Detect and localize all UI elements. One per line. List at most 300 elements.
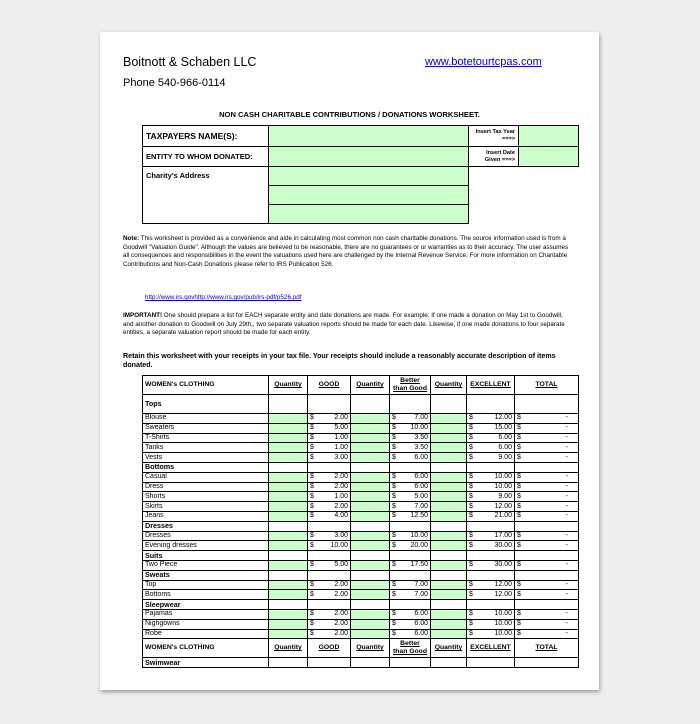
total-cell <box>515 423 579 433</box>
quantity-header: Quantity <box>351 639 390 658</box>
currency-symbol: $ <box>392 482 396 490</box>
better-header-line2: than Good <box>393 385 427 392</box>
charity-address-line-1[interactable] <box>269 167 469 186</box>
total-value: - <box>565 531 568 539</box>
price-value: 30.00 <box>494 541 512 549</box>
total-cell <box>515 414 579 424</box>
price-value: 1.00 <box>334 443 348 451</box>
better-quantity-input[interactable] <box>351 619 390 629</box>
section-title: Dresses <box>143 521 269 531</box>
better-quantity-input[interactable] <box>351 590 390 600</box>
price-value: 10.00 <box>494 620 512 628</box>
price-value: 21.00 <box>494 512 512 520</box>
better-quantity-input[interactable] <box>351 472 390 482</box>
price-value: 6.00 <box>414 620 428 628</box>
item-row <box>143 414 579 424</box>
currency-symbol: $ <box>392 629 396 637</box>
price-value: 3.00 <box>334 453 348 461</box>
item-name: T-Shirts <box>143 433 269 443</box>
currency-symbol: $ <box>469 482 473 490</box>
excellent-quantity-input[interactable] <box>431 531 467 541</box>
currency-symbol: $ <box>469 610 473 618</box>
currency-symbol: $ <box>469 473 473 481</box>
item-name: Casual <box>143 472 269 482</box>
important-text: One should prepare a list for EACH separate entity and date donations are made. For example: If one made a donation on May 1st to Goodwill, and another donation to Goodwill on July 29th,, two separate valuation reports should be made for each date. Likewise, if one made donations to four separate entities, a separate valuation report should be made for each entity. <box>123 312 565 337</box>
quantity-header: Quantity <box>431 639 467 658</box>
total-cell <box>515 502 579 512</box>
total-value: - <box>565 512 568 520</box>
section-row <box>143 551 579 561</box>
excellent-quantity-input[interactable] <box>431 482 467 492</box>
currency-symbol: $ <box>310 424 314 432</box>
charity-address-label: Charity's Address <box>143 167 269 224</box>
currency-symbol: $ <box>469 580 473 588</box>
currency-symbol: $ <box>469 492 473 500</box>
excellent-quantity-input[interactable] <box>431 511 467 521</box>
price-value: 10.00 <box>494 482 512 490</box>
excellent-quantity-input[interactable] <box>431 541 467 551</box>
currency-symbol: $ <box>469 541 473 549</box>
item-name: Pajamas <box>143 609 269 619</box>
currency-symbol: $ <box>469 590 473 598</box>
entity-label: ENTITY TO WHOM DONATED: <box>143 147 269 167</box>
good-header: GOOD <box>308 376 351 395</box>
item-row <box>143 482 579 492</box>
better-quantity-input[interactable] <box>351 423 390 433</box>
price-value: 7.00 <box>414 580 428 588</box>
currency-symbol: $ <box>517 512 521 520</box>
price-value: 10.00 <box>410 531 428 539</box>
price-value: 17.00 <box>494 531 512 539</box>
section-title: Suits <box>143 551 269 561</box>
price-value: 4.00 <box>334 512 348 520</box>
better-quantity-input[interactable] <box>351 609 390 619</box>
total-cell <box>515 629 579 639</box>
excellent-quantity-input[interactable] <box>431 619 467 629</box>
better-quantity-input[interactable] <box>351 433 390 443</box>
item-row <box>143 423 579 433</box>
price-value: 2.00 <box>334 620 348 628</box>
good-header: GOOD <box>308 639 351 658</box>
item-name: Blouse <box>143 414 269 424</box>
currency-symbol: $ <box>392 424 396 432</box>
currency-symbol: $ <box>310 453 314 461</box>
currency-symbol: $ <box>392 414 396 422</box>
better-quantity-input[interactable] <box>351 453 390 463</box>
price-value: 7.00 <box>414 414 428 422</box>
total-value: - <box>565 629 568 637</box>
price-value: 30.00 <box>494 561 512 569</box>
total-value: - <box>565 610 568 618</box>
note-paragraph <box>123 235 573 269</box>
good-quantity-input[interactable] <box>269 453 308 463</box>
better-quantity-input[interactable] <box>351 629 390 639</box>
item-name: Evening dresses <box>143 541 269 551</box>
currency-symbol: $ <box>310 561 314 569</box>
good-quantity-input[interactable] <box>269 472 308 482</box>
better-quantity-input[interactable] <box>351 560 390 570</box>
currency-symbol: $ <box>310 610 314 618</box>
note-text: This worksheet is provided as a convenience and aide in calculating most common non cash charitable donations. The source information used is from a Goodwill "Valuation Guide". Although the values are believed to be reasonable, there are no guarantees or or warranties as to their accuracy. The user assumes all consequences and responsibilities in the event the valuations used here are challenged by the Internal Revenue Service. For more information on Charitable Contributions and Non-Cash Donations please refer to IRS Publication 526. <box>123 235 569 268</box>
currency-symbol: $ <box>517 424 521 432</box>
charity-address-line-3[interactable] <box>269 205 469 224</box>
item-name: Sweaters <box>143 423 269 433</box>
currency-symbol: $ <box>310 414 314 422</box>
currency-symbol: $ <box>517 541 521 549</box>
price-value: 10.00 <box>494 473 512 481</box>
total-value: - <box>565 473 568 481</box>
currency-symbol: $ <box>310 512 314 520</box>
currency-symbol: $ <box>517 561 521 569</box>
item-name: Two Piece <box>143 560 269 570</box>
currency-symbol: $ <box>392 473 396 481</box>
taxpayers-name-label: TAXPAYERS NAME(S): <box>143 126 269 147</box>
price-value: 9.00 <box>498 453 512 461</box>
item-row <box>143 590 579 600</box>
item-name: Tanks <box>143 443 269 453</box>
quantity-header: Quantity <box>269 639 308 658</box>
price-value: 7.00 <box>414 502 428 510</box>
section-title: Sleepwear <box>143 600 269 610</box>
currency-symbol: $ <box>310 541 314 549</box>
price-value: 12.50 <box>410 512 428 520</box>
company-website-link[interactable]: www.botetourtcpas.com <box>425 56 542 68</box>
price-value: 6.00 <box>414 482 428 490</box>
better-quantity-input[interactable] <box>351 502 390 512</box>
price-value: 1.00 <box>334 492 348 500</box>
price-value: 1.00 <box>334 433 348 441</box>
good-quantity-input[interactable] <box>269 492 308 502</box>
item-row <box>143 472 579 482</box>
item-row <box>143 511 579 521</box>
date-given-label: Insert Date Given ===> <box>469 147 519 167</box>
date-given-field[interactable] <box>519 147 579 167</box>
total-cell <box>515 590 579 600</box>
better-header <box>390 376 431 395</box>
price-value: 2.00 <box>334 580 348 588</box>
total-cell <box>515 453 579 463</box>
womens-clothing-table <box>142 375 579 668</box>
currency-symbol: $ <box>392 590 396 598</box>
price-value: 12.00 <box>494 590 512 598</box>
total-value: - <box>565 424 568 432</box>
total-value: - <box>565 414 568 422</box>
excellent-quantity-input[interactable] <box>431 443 467 453</box>
currency-symbol: $ <box>469 620 473 628</box>
quantity-header: Quantity <box>431 376 467 395</box>
currency-symbol: $ <box>469 512 473 520</box>
better-quantity-input[interactable] <box>351 531 390 541</box>
price-value: 2.00 <box>334 482 348 490</box>
section-title: Bottoms <box>143 462 269 472</box>
good-quantity-input[interactable] <box>269 619 308 629</box>
currency-symbol: $ <box>392 561 396 569</box>
important-label: IMPORTANT! <box>123 312 163 319</box>
price-value: 9.00 <box>498 492 512 500</box>
item-row <box>143 619 579 629</box>
total-header: TOTAL <box>515 639 579 658</box>
item-row <box>143 541 579 551</box>
price-value: 6.00 <box>414 453 428 461</box>
item-row <box>143 492 579 502</box>
price-value: 2.00 <box>334 502 348 510</box>
currency-symbol: $ <box>392 492 396 500</box>
excellent-quantity-input[interactable] <box>431 629 467 639</box>
currency-symbol: $ <box>310 580 314 588</box>
total-cell <box>515 609 579 619</box>
retain-instructions: Retain this worksheet with your receipts in your tax file. Your receipts should include a reasonably accurate description of items donated. <box>123 352 556 369</box>
item-row <box>143 629 579 639</box>
total-cell <box>515 580 579 590</box>
currency-symbol: $ <box>517 433 521 441</box>
currency-symbol: $ <box>392 433 396 441</box>
currency-symbol: $ <box>392 453 396 461</box>
company-name: Boitnott & Schaben LLC <box>123 55 257 69</box>
worksheet-title: NON CASH CHARITABLE CONTRIBUTIONS / DONATIONS WORKSHEET. <box>219 110 480 119</box>
total-cell <box>515 619 579 629</box>
currency-symbol: $ <box>392 610 396 618</box>
section-row <box>143 395 579 414</box>
currency-symbol: $ <box>392 620 396 628</box>
currency-symbol: $ <box>310 502 314 510</box>
item-name: Vests <box>143 453 269 463</box>
currency-symbol: $ <box>469 629 473 637</box>
currency-symbol: $ <box>310 531 314 539</box>
good-quantity-input[interactable] <box>269 541 308 551</box>
currency-symbol: $ <box>517 502 521 510</box>
total-value: - <box>565 590 568 598</box>
currency-symbol: $ <box>517 453 521 461</box>
item-row <box>143 453 579 463</box>
section-title: Swimwear <box>143 658 269 668</box>
total-value: - <box>565 502 568 510</box>
irs-publication-link[interactable]: http://www.irs.govhttp://www.irs.gov/pub/irs-pdf/p526.pdf <box>145 294 302 301</box>
currency-symbol: $ <box>517 443 521 451</box>
item-row <box>143 502 579 512</box>
currency-symbol: $ <box>517 531 521 539</box>
price-value: 6.00 <box>414 629 428 637</box>
excellent-quantity-input[interactable] <box>431 453 467 463</box>
tax-year-label: Insert Tax Year ===> <box>469 126 519 147</box>
currency-symbol: $ <box>310 482 314 490</box>
column-header-row <box>143 639 579 658</box>
currency-symbol: $ <box>517 629 521 637</box>
currency-symbol: $ <box>392 541 396 549</box>
total-value: - <box>565 580 568 588</box>
price-value: 3.00 <box>334 531 348 539</box>
item-row <box>143 433 579 443</box>
good-quantity-input[interactable] <box>269 629 308 639</box>
section-title: Sweats <box>143 570 269 580</box>
total-cell <box>515 443 579 453</box>
quantity-header: Quantity <box>351 376 390 395</box>
excellent-quantity-input[interactable] <box>431 502 467 512</box>
item-name: Shorts <box>143 492 269 502</box>
item-name: Dresses <box>143 531 269 541</box>
important-paragraph <box>123 312 573 338</box>
excellent-header: EXCELLENT <box>467 376 515 395</box>
price-value: 2.00 <box>334 414 348 422</box>
currency-symbol: $ <box>469 531 473 539</box>
total-cell <box>515 541 579 551</box>
better-quantity-input[interactable] <box>351 511 390 521</box>
total-value: - <box>565 561 568 569</box>
currency-symbol: $ <box>469 502 473 510</box>
good-quantity-input[interactable] <box>269 414 308 424</box>
currency-symbol: $ <box>469 453 473 461</box>
section-title: Tops <box>143 395 269 414</box>
better-quantity-input[interactable] <box>351 443 390 453</box>
total-value: - <box>565 482 568 490</box>
item-name: Nighgowns <box>143 619 269 629</box>
price-value: 17.50 <box>410 561 428 569</box>
excellent-quantity-input[interactable] <box>431 433 467 443</box>
category-header: WOMEN's CLOTHING <box>143 639 269 658</box>
good-quantity-input[interactable] <box>269 423 308 433</box>
taxpayers-name-field[interactable] <box>269 126 469 147</box>
better-header <box>390 639 431 658</box>
section-row <box>143 462 579 472</box>
currency-symbol: $ <box>392 443 396 451</box>
price-value: 5.00 <box>334 424 348 432</box>
item-row <box>143 560 579 570</box>
excellent-quantity-input[interactable] <box>431 423 467 433</box>
price-value: 3.50 <box>414 443 428 451</box>
currency-symbol: $ <box>392 531 396 539</box>
good-quantity-input[interactable] <box>269 511 308 521</box>
item-row <box>143 531 579 541</box>
excellent-quantity-input[interactable] <box>431 560 467 570</box>
good-quantity-input[interactable] <box>269 502 308 512</box>
column-header-row <box>143 376 579 395</box>
quantity-header: Quantity <box>269 376 308 395</box>
currency-symbol: $ <box>310 473 314 481</box>
item-name: Robe <box>143 629 269 639</box>
item-row <box>143 609 579 619</box>
section-row <box>143 521 579 531</box>
good-quantity-input[interactable] <box>269 443 308 453</box>
currency-symbol: $ <box>469 561 473 569</box>
currency-symbol: $ <box>517 482 521 490</box>
currency-symbol: $ <box>392 512 396 520</box>
better-header-line2: than Good <box>393 648 427 656</box>
price-value: 5.00 <box>414 492 428 500</box>
currency-symbol: $ <box>517 590 521 598</box>
good-quantity-input[interactable] <box>269 590 308 600</box>
price-value: 2.00 <box>334 610 348 618</box>
price-value: 10.00 <box>494 629 512 637</box>
price-value: 15.00 <box>494 424 512 432</box>
currency-symbol: $ <box>469 443 473 451</box>
company-phone: Phone 540-966-0114 <box>123 77 226 89</box>
good-quantity-input[interactable] <box>269 482 308 492</box>
good-quantity-input[interactable] <box>269 560 308 570</box>
total-value: - <box>565 453 568 461</box>
currency-symbol: $ <box>310 590 314 598</box>
total-value: - <box>565 620 568 628</box>
document-page <box>100 32 599 690</box>
currency-symbol: $ <box>517 580 521 588</box>
currency-symbol: $ <box>310 443 314 451</box>
excellent-quantity-input[interactable] <box>431 580 467 590</box>
better-header-line1: Better <box>400 640 420 648</box>
note-label: Note: <box>123 235 140 242</box>
price-value: 6.00 <box>414 610 428 618</box>
tax-year-field[interactable] <box>519 126 579 147</box>
price-value: 10.00 <box>494 610 512 618</box>
better-quantity-input[interactable] <box>351 541 390 551</box>
item-name: Dress <box>143 482 269 492</box>
good-quantity-input[interactable] <box>269 609 308 619</box>
price-value: 2.00 <box>334 590 348 598</box>
price-value: 20.00 <box>410 541 428 549</box>
currency-symbol: $ <box>392 580 396 588</box>
price-value: 3.50 <box>414 433 428 441</box>
currency-symbol: $ <box>517 414 521 422</box>
good-quantity-input[interactable] <box>269 433 308 443</box>
section-row <box>143 570 579 580</box>
total-cell <box>515 511 579 521</box>
total-value: - <box>565 443 568 451</box>
currency-symbol: $ <box>310 433 314 441</box>
currency-symbol: $ <box>469 414 473 422</box>
price-value: 12.00 <box>494 414 512 422</box>
item-name: Skirts <box>143 502 269 512</box>
total-cell <box>515 531 579 541</box>
currency-symbol: $ <box>517 620 521 628</box>
section-row <box>143 658 579 668</box>
item-row <box>143 580 579 590</box>
currency-symbol: $ <box>469 433 473 441</box>
excellent-quantity-input[interactable] <box>431 590 467 600</box>
price-value: 6.00 <box>498 433 512 441</box>
good-quantity-input[interactable] <box>269 580 308 590</box>
charity-address-line-2[interactable] <box>269 186 469 205</box>
price-value: 2.00 <box>334 629 348 637</box>
currency-symbol: $ <box>517 473 521 481</box>
total-cell <box>515 472 579 482</box>
price-value: 6.00 <box>414 473 428 481</box>
better-quantity-input[interactable] <box>351 482 390 492</box>
currency-symbol: $ <box>310 620 314 628</box>
total-value: - <box>565 541 568 549</box>
item-name: Bottoms <box>143 590 269 600</box>
total-value: - <box>565 492 568 500</box>
price-value: 12.00 <box>494 502 512 510</box>
currency-symbol: $ <box>392 502 396 510</box>
price-value: 5.00 <box>334 561 348 569</box>
price-value: 12.00 <box>494 580 512 588</box>
better-quantity-input[interactable] <box>351 492 390 502</box>
good-quantity-input[interactable] <box>269 531 308 541</box>
category-header: WOMEN's CLOTHING <box>143 376 269 395</box>
better-quantity-input[interactable] <box>351 414 390 424</box>
total-cell <box>515 492 579 502</box>
entity-field[interactable] <box>269 147 469 167</box>
currency-symbol: $ <box>310 629 314 637</box>
better-header-line1: Better <box>400 377 420 384</box>
item-row <box>143 443 579 453</box>
excellent-quantity-input[interactable] <box>431 414 467 424</box>
section-row <box>143 600 579 610</box>
item-name: Jeans <box>143 511 269 521</box>
excellent-quantity-input[interactable] <box>431 492 467 502</box>
excellent-quantity-input[interactable] <box>431 472 467 482</box>
price-value: 10.00 <box>330 541 348 549</box>
excellent-quantity-input[interactable] <box>431 609 467 619</box>
item-name: Top <box>143 580 269 590</box>
better-quantity-input[interactable] <box>351 580 390 590</box>
